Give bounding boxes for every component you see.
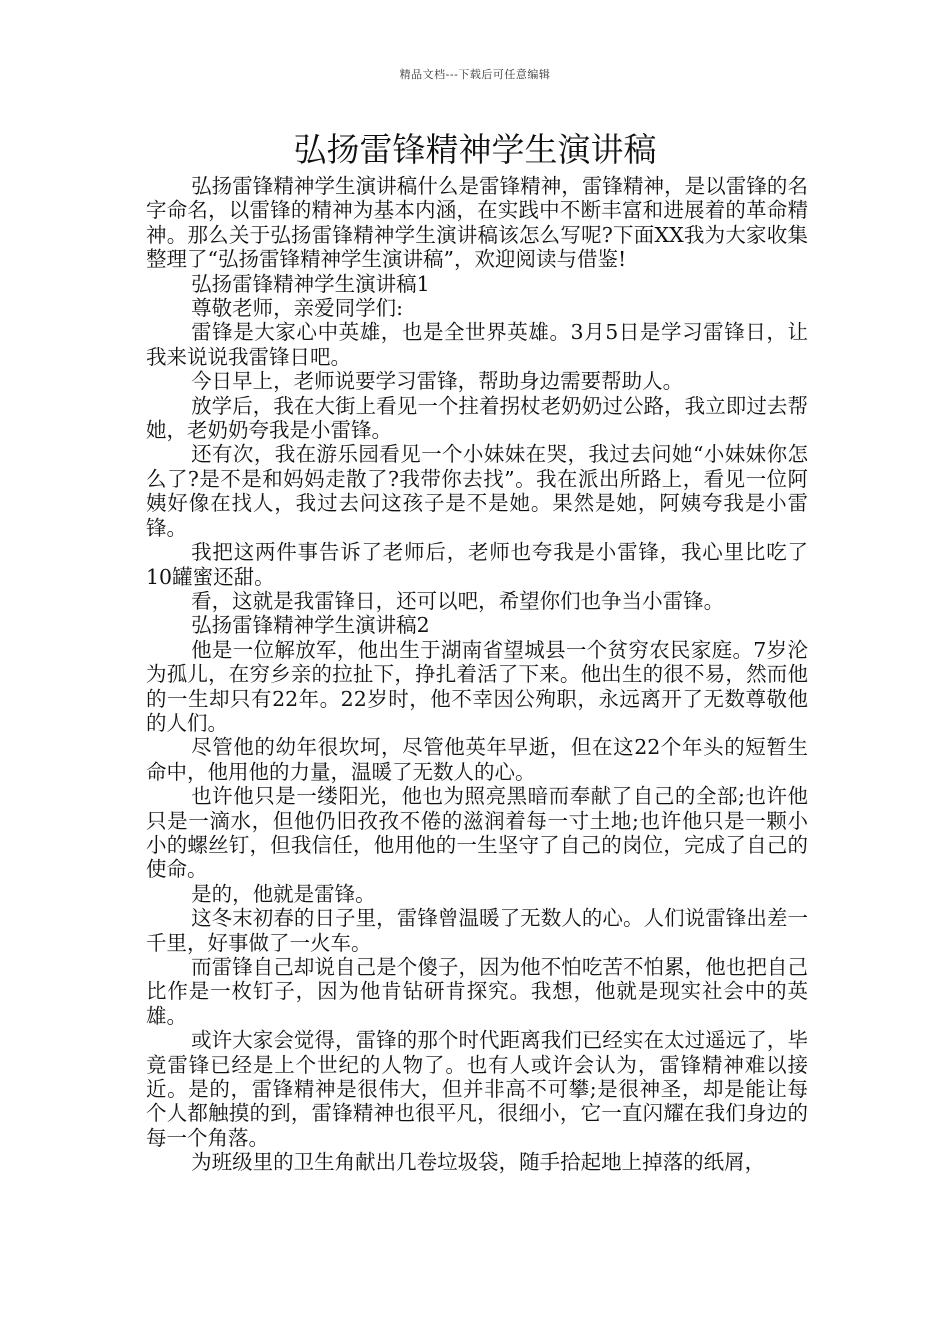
paragraph: 是的，他就是雷锋。	[191, 881, 376, 906]
paragraph: 雷锋是大家心中英雄，也是全世界英雄。3月5日是学习雷锋日，让我来说说我雷锋日吧。	[146, 320, 808, 369]
paragraph: 放学后，我在大街上看见一个拄着拐杖老奶奶过公路，我立即过去帮她，老奶奶夸我是小雷锋。	[146, 393, 808, 443]
paragraph: 这冬末初春的日子里，雷锋曾温暖了无数人的心。人们说雷锋出差一千里，好事做了一火车。	[146, 906, 808, 955]
paragraph: 还有次，我在游乐园看见一个小妹妹在哭，我过去问她“小妹妹你怎么了?是不是和妈妈走散了?我带你去找”。我在派出所路上，看见一位阿姨好像在找人，我过去问这孩子是不是她。果然是她，阿姨夸我是小雷锋。	[146, 442, 808, 540]
section-heading-speech-1: 弘扬雷锋精神学生演讲稿1	[191, 271, 430, 296]
paragraph: 或许大家会觉得，雷锋的那个时代距离我们已经实在太过遥远了，毕竟雷锋已经是上个世纪的人物了。也有人或许会认为，雷锋精神难以接近。是的，雷锋精神是很伟大，但并非高不可攀;是很神圣，却是能让每个人都触摸的到，雷锋精神也很平凡，很细小，它一直闪耀在我们身边的每一个角落。	[146, 1028, 808, 1150]
paragraph: 我把这两件事告诉了老师后，老师也夸我是小雷锋，我心里比吃了10罐蜜还甜。	[146, 540, 808, 589]
document-body	[146, 174, 808, 1175]
section-heading-speech-2: 弘扬雷锋精神学生演讲稿2	[191, 613, 430, 638]
paragraph: 而雷锋自己却说自己是个傻子，因为他不怕吃苦不怕累，他也把自己比作是一枚钉子，因为他肯钻研肯探究。我想，他就是现实社会中的英雄。	[146, 955, 808, 1028]
page-header-watermark: 精品文档---下载后可任意编辑	[399, 68, 551, 81]
paragraph: 也许他只是一缕阳光，他也为照亮黑暗而奉献了自己的全部;也许他只是一滴水，但他仍旧孜孜不倦的滋润着每一寸土地;也许他只是一颗小小的螺丝钉，但我信任，他用他的一生坚守了自己的岗位，完成了自己的使命。	[146, 784, 808, 882]
paragraph: 为班级里的卫生角献出几卷垃圾袋，随手拾起地上掉落的纸屑，	[191, 1150, 766, 1175]
document-title: 弘扬雷锋精神学生演讲稿	[293, 130, 657, 169]
paragraph: 看，这就是我雷锋日，还可以吧，希望你们也争当小雷锋。	[191, 588, 725, 613]
paragraph-greeting: 尊敬老师，亲爱同学们:	[191, 296, 403, 321]
paragraph: 尽管他的幼年很坎坷，尽管他英年早逝，但在这22个年头的短暂生命中，他用他的力量，温暖了无数人的心。	[146, 735, 808, 784]
paragraph: 他是一位解放军，他出生于湖南省望城县一个贫穷农民家庭。7岁沦为孤儿，在穷乡亲的拉扯下，挣扎着活了下来。他出生的很不易，然而他的一生却只有22年。22岁时，他不幸因公殉职，永远离开了无数尊敬他的人们。	[146, 637, 808, 735]
paragraph-intro: 弘扬雷锋精神学生演讲稿什么是雷锋精神，雷锋精神，是以雷锋的名字命名，以雷锋的精神为基本内涵，在实践中不断丰富和进展着的革命精神。那么关于弘扬雷锋精神学生演讲稿该怎么写呢?下面XX我为大家收集整理了“弘扬雷锋精神学生演讲稿”，欢迎阅读与借鉴!	[146, 174, 808, 272]
paragraph: 今日早上，老师说要学习雷锋，帮助身边需要帮助人。	[191, 369, 684, 394]
